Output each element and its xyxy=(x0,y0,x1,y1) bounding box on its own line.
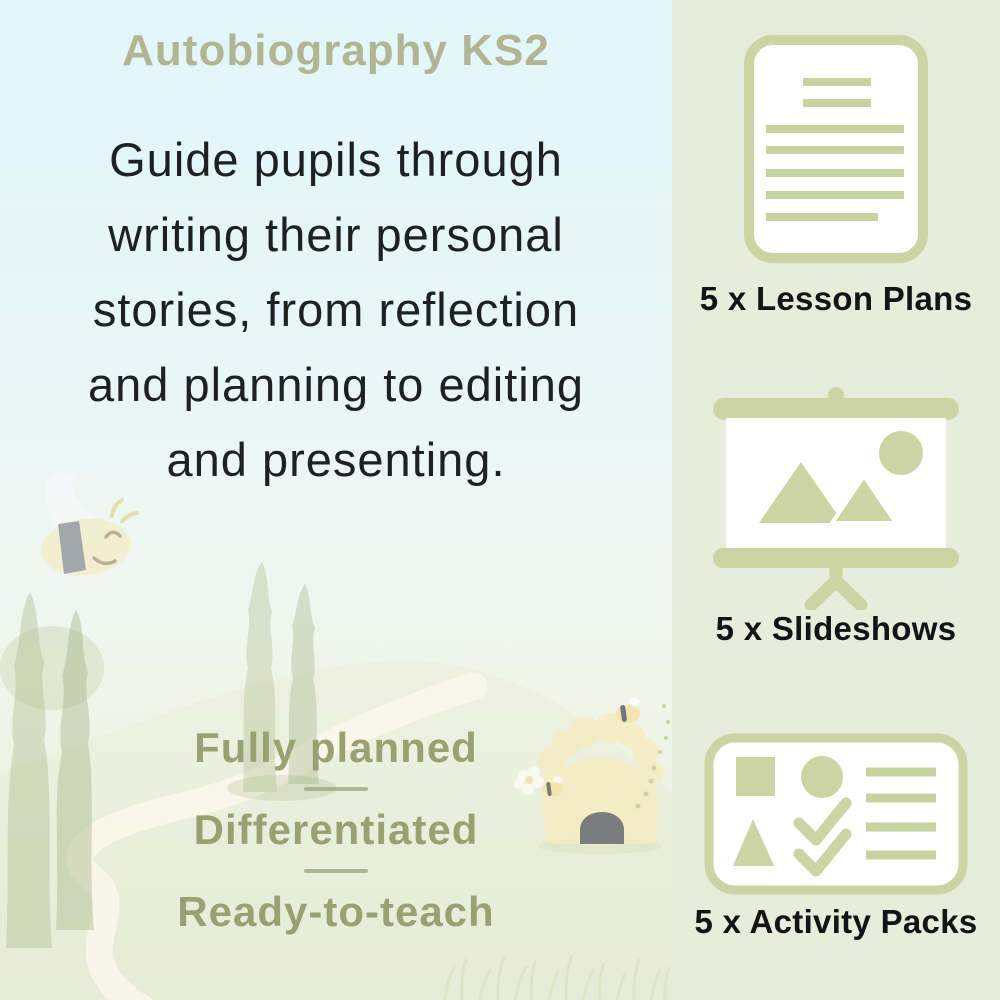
description-line: and presenting. xyxy=(166,433,506,486)
resource-item-lesson-plans xyxy=(672,35,1000,263)
description-line: writing their personal xyxy=(108,208,564,261)
right-panel xyxy=(672,0,1000,1000)
description-line: and planning to editing xyxy=(87,358,584,411)
features-list xyxy=(0,724,672,936)
small-bee-icon xyxy=(616,698,640,723)
feature-divider xyxy=(304,869,368,873)
activity-packs-card-icon xyxy=(704,733,968,895)
page-title: Autobiography KS2 xyxy=(122,26,550,75)
description-line: stories, from reflection xyxy=(92,283,580,336)
description-line: Guide pupils through xyxy=(109,133,563,186)
resource-label: 5 x Activity Packs xyxy=(694,903,978,940)
resource-item-activity-packs xyxy=(672,733,1000,895)
feature-item: Fully planned xyxy=(194,724,478,771)
feature-divider xyxy=(304,787,368,791)
resource-item-slideshows xyxy=(672,385,1000,610)
feature-item: Differentiated xyxy=(193,806,479,853)
lesson-plans-document-icon xyxy=(744,35,928,263)
resource-label: 5 x Slideshows xyxy=(715,610,957,647)
slideshows-projector-screen-icon xyxy=(713,385,959,610)
feature-item: Ready-to-teach xyxy=(177,888,495,935)
product-description xyxy=(0,122,672,497)
resource-label: 5 x Lesson Plans xyxy=(699,280,973,317)
